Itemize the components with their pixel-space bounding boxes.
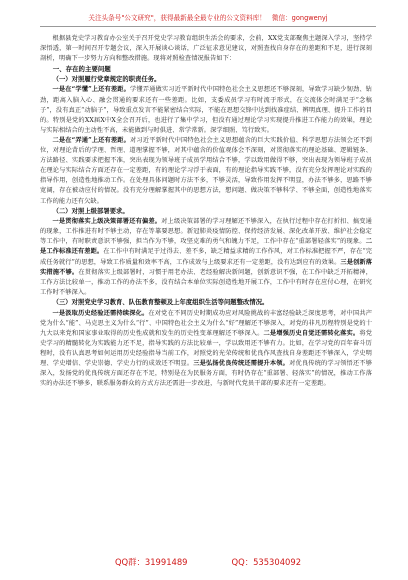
- footer-qq-group: QQ群：31991489: [114, 557, 188, 567]
- paragraph-7-text: 将党史学习的精髓转化为实践能力还不足，指导实践的方法比较单一，学以致用还不够有力。比如，在学习党的百年奋斗历程时，没有认真思考如何运用历史经验指导当前工作，对照党的光荣传统和优良作风查找自身差距还不够深入，学史明理、学史增信、学史崇德、学史力行的成效还不明显。: [40, 329, 372, 367]
- subsection-heading-3: （三）对照党史学习教育、队伍教育整顿及上年度组织生活等问题整改情况。: [52, 298, 269, 306]
- paragraph-6: [40, 309, 372, 390]
- paragraph-1: [40, 85, 372, 135]
- paragraph-5-lead: 三是创新落实措施不够。: [40, 258, 373, 276]
- paragraph-2: [40, 136, 372, 207]
- paragraph-3-text: 对上级决策部署的学习理解还不够深入，在执行过程中存在打折扣、搞变通的现象，工作推进有时不够主动，存在等靠要思想。新冠肺炎疫情防控、保持经济发展、深化改革开放、维护社会稳定等工作中，有时职责意识不够强，担当作为不够，攻坚克难的勇气和魄力不足，工作中存在“重部署轻落实”的现象。: [40, 218, 372, 246]
- paragraph-1-text: 学懂弄通做实习近平新时代中国特色社会主义思想还不够深刻，导致学习缺少韧劲、钻劲，距离入脑入心、融会贯通的要求还有一些差距。比如，支委成员学习有时流于形式，在交流体会时满足于“念稿子”，没有真正“动脑子”，导致重点发言不能紧密结合实际，不能在思想交锋中达到找准症结、辨明真理、提升工作的目的。特别是党的XX届X中X全会召开后，也进行了集中学习，但没有通过理论学习实现提升推进工作能力的效果，理论与实际相结合的主动性不高，未能做到与时俱进、常学常新。深学细照、笃行致实。: [40, 86, 372, 134]
- document-body: [40, 34, 372, 389]
- subsection-heading-1: （一）对照履行党章规定的职责任务。: [52, 75, 161, 83]
- footer-contact: [40, 556, 376, 570]
- footer-qq: QQ：535304092: [231, 557, 302, 567]
- paragraph-6-text: 在对党在不同历史时期成功应对风险挑战的丰富经验缺乏深度思考，对中国共产党为什么“能”、马克思主义为什么“行”、中国特色社会主义为什么“好”理解还不够深入，对党的非凡历程特别是党的十九大以来党和国家事业取得的历史性成就和发生的历史性变革理解还不够深入。: [40, 309, 373, 337]
- header-banner: [40, 8, 376, 27]
- paragraph-7-lead: 二是增强历史自觉还需转化落实。: [263, 329, 360, 337]
- paragraph-8-lead: 三是弘扬优良传统还需提升本领。: [193, 360, 290, 367]
- paragraph-3-lead: 一是贯彻落实上级决策部署还有偏差。: [52, 218, 162, 226]
- banner-promo-text: 关注头条号"公文研究"，获得最新最全最专业的公文资料库！: [88, 14, 266, 22]
- paragraph-2-lead: 二是在“弄通”上还有差距。: [52, 136, 130, 144]
- paragraph-4-text: 在工作中有时满足于过得去、差不多，缺乏精益求精的工作作风，对工作标准把握不严，存在“完成任务就行”的思想，导致工作质量和效率不高，工作成效与上级要求还有一定差距，没有达到应有的效果。: [40, 248, 373, 266]
- section-heading-main-problems: 一、存在的主要问题: [52, 65, 111, 74]
- paragraph-4-lead: 二是工作标准还有差距。: [40, 238, 372, 256]
- intro-paragraph: 根据县党史学习教育办公室关于召开党史学习教育组织生活会的要求，会前，XX党支部聚焦主题深入学习，坚持学深悟透，第一时间召开专题会议，深入开展谈心谈话，广泛征求意见建议，对照查找自身存在的差距和不足，进行深刻剖析，明确下一步努力方向和整改措施。现将对照检查情况报告如下：: [40, 35, 372, 63]
- paragraph-3: [40, 217, 372, 298]
- paragraph-1-lead: 一是在“学懂”上还有差距。: [52, 86, 130, 94]
- subsection-heading-2: （二）对照上级部署要求。: [52, 207, 129, 215]
- paragraph-6-lead: 一是汲取历史经验还需持续深化。: [52, 309, 149, 317]
- paragraph-2-text: 对习近平新时代中国特色社会主义思想蕴含的巨大实践价值、科学思想方法领会还不到位，对理论背后的学理、哲理、道理掌握不够，对其中蕴含的价值观体会不深刻，对贯彻落实的理论基础、逻辑链条、方法路径、实践要求把握不准，突出表现为领导班子成员学用结合不够，学以致用做得不够，突出表现为领导班子成员在理论与实际结合方面还存在一定差距，有的理论学习浮于表面，有的理论指导实践不够，没有充分发挥理论对实践的指导作用，创造性地推动工作。在处理具体问题时方法不多，不够灵活，导致作用发挥不明显，办法不够多，思路不够宽阔，存在被动应付的情况。没有充分理解掌握其中的思想方法，想问题、做决策不够科学、不够全面，创造性地落实工作的能力还有欠缺。: [40, 136, 372, 205]
- banner-wechat-text: 微信：gongwenyj: [271, 14, 328, 22]
- paragraph-8-text: 对优良传统的学习领悟还不够深入，发扬党的优良传统方面还存在不足，特别是在为民服务方面，有时仍存在“重部署、轻落实”的情况，推动工作落实的办法还不够多，联系服务群众的方式方法还需进一步改进，与新时代党员干部的要求还有一定差距。: [40, 360, 372, 388]
- paragraph-5-text: 在贯彻落实上级部署时，习惯于用老办法、老经验解决新问题，创新意识不强，在工作中缺乏开拓精神，工作方法比较单一，推动工作的办法不多，没有结合本单位实际创造性地开展工作，工作中有时存在应付心理，在研究工作时不够深入。: [40, 268, 372, 296]
